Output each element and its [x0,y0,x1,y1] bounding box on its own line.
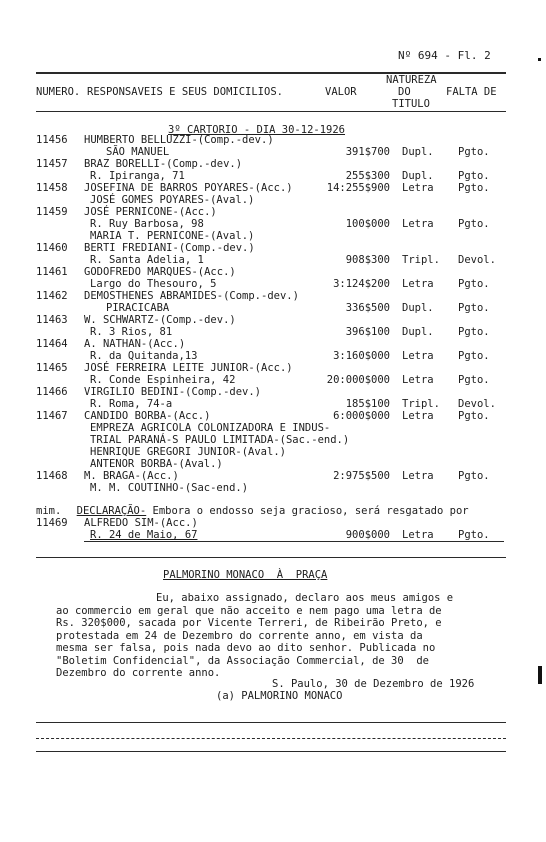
entry-valor: 6:000$000 [333,410,390,422]
entry-falta: Pgto. [458,374,490,386]
entry-falta: Pgto. [458,278,490,290]
entry-falta: Devol. [458,254,496,266]
notice-place-date: S. Paulo, 30 de Dezembro de 1926 [272,678,475,690]
entry-natureza: Letra [402,470,434,482]
entry-responsavel: JOSÉ FERREIRA LEITE JUNIOR-(Acc.) [84,362,293,374]
entry-responsavel: Largo do Thesouro, 5 [90,278,217,290]
column-header-natureza-3: TITULO [392,98,430,110]
entry-falta: Pgto. [458,218,490,230]
entry-number: 11464 [36,338,68,350]
entry-falta: Pgto. [458,146,490,158]
notice-line: Rs. 320$000, sacada por Vicente Terreri, de Ribeirão Preto, e [56,617,442,629]
entry-natureza: Tripl. [402,254,440,266]
entry-natureza: Letra [402,182,434,194]
entry-responsavel: MARIA T. PERNICONE-(Aval.) [90,230,255,242]
entry-valor: 336$500 [345,302,390,314]
entry-responsavel: R. Conde Espinheira, 42 [90,374,236,386]
entry-responsavel: PIRACICABA [106,302,170,314]
notice-line: mesma ser falsa, pois nada devo ao dito senhor. Publicada no [56,642,436,654]
entry-valor: 2:975$500 [333,470,390,482]
entry-falta: Pgto. [458,350,490,362]
entry-falta: Pgto. [458,410,490,422]
notice-line: ao commercio em geral que não acceito e nem pago uma letra de [56,604,442,617]
entry-responsavel: JOSÉ PERNICONE-(Acc.) [84,206,217,218]
entry-valor: 908$300 [345,254,390,266]
entry-natureza: Letra [402,410,434,422]
entry-number: 11457 [36,158,68,170]
entry-valor: 900$000 [345,529,390,541]
notice-line: Dezembro do corrente anno. [56,667,221,679]
section-title: 3º CARTORIO - DIA 30-12-1926 [168,124,346,136]
entry-natureza: Tripl. [402,398,440,410]
page-number: Nº 694 - Fl. 2 [398,49,491,62]
entry-natureza: Letra [402,350,434,362]
entry-natureza: Dupl. [402,146,434,158]
entry-responsavel: R. 24 de Maio, 67 [90,529,198,541]
entry-valor: 100$000 [345,218,390,230]
entry-responsavel: BERTI FREDIANI-(Comp.-dev.) [84,242,255,254]
entry-falta: Devol. [458,398,496,410]
entry-responsavel: TRIAL PARANÁ-S PAULO LIMITADA-(Sac.-end.) [90,434,350,446]
footer-rule-2 [36,738,506,739]
column-header-numero: NUMERO. [36,86,81,98]
entry-responsavel: HENRIQUE GREGORI JUNIOR-(Aval.) [90,446,286,458]
entry-responsavel: R. 3 Rios, 81 [90,326,173,338]
column-header-responsaveis: RESPONSAVEIS E SEUS DOMICILIOS. [87,86,283,98]
entry-valor: 396$100 [345,326,390,338]
column-header-natureza-2: DO [398,86,411,98]
entry-valor: 255$300 [345,170,390,182]
entry-falta: Pgto. [458,170,490,182]
column-header-valor: VALOR [325,86,357,98]
entry-responsavel: GODOFREDO MARQUES-(Acc.) [84,266,236,278]
column-header-falta: FALTA DE [446,86,497,98]
entry-responsavel: M. BRAGA-(Acc.) [84,470,179,482]
entry-number: 11459 [36,206,68,218]
footer-rule-1 [36,722,506,723]
entry-responsavel: R. Roma, 74-a [90,398,173,410]
entry-responsavel: DEMOSTHENES ABRAMIDES-(Comp.-dev.) [84,290,299,302]
entry-responsavel: M. M. COUTINHO-(Sac-end.) [90,482,249,494]
entry-number: 11456 [36,134,68,146]
entry-falta: Pgto. [458,470,490,482]
declaracao-text: Embora o endosso seja gracioso, será resgatado por [146,505,469,517]
entry-natureza: Letra [402,374,434,386]
entry-responsavel: A. NATHAN-(Acc.) [84,338,186,350]
entry-number: 11467 [36,410,68,422]
notice-top-rule [36,557,506,558]
entry-number: 11461 [36,266,68,278]
entry-responsavel: R. Santa Adelia, 1 [90,254,204,266]
entry-number: 11463 [36,314,68,326]
declaracao-cont: mim. [36,505,62,517]
entry-responsavel: R. Ipiranga, 71 [90,170,185,182]
entry-number: 11465 [36,362,68,374]
notice-title: PALMORINO MONACO À PRAÇA [163,569,328,581]
entry-falta: Pgto. [458,302,490,314]
entry-responsavel: HUMBERTO BELLUZZI-(Comp.-dev.) [84,134,274,146]
entry-responsavel: VIRGILIO BEDINI-(Comp.-dev.) [84,386,262,398]
notice-signature: (a) PALMORINO MONACO [216,690,343,702]
entry-number: 11458 [36,182,68,194]
entry-responsavel: EMPREZA AGRICOLA COLONIZADORA E INDUS- [90,422,331,434]
footer-rule-3 [36,751,506,752]
notice-line: protestada em 24 de Dezembro do corrente anno, em vista da [56,629,423,642]
entry-responsavel: SÃO MANUEL [106,146,170,158]
entry-valor: 20:000$000 [326,374,390,386]
entry-responsavel: R. Ruy Barbosa, 98 [90,218,204,230]
declaracao-line [64,493,469,517]
header-bottom-rule [36,111,506,112]
entry-natureza: Dupl. [402,302,434,314]
notice-line: Eu, abaixo assignado, declaro aos meus amigos e [156,592,454,604]
entry-natureza: Dupl. [402,170,434,182]
entry-falta: Pgto. [458,529,490,541]
entry-responsavel: ANTENOR BORBA-(Aval.) [90,458,223,470]
entry-natureza: Letra [402,278,434,290]
margin-mark [538,58,541,61]
column-header-natureza-1: NATUREZA [386,74,437,86]
declaracao-label: DECLARAÇÃO- [76,505,147,517]
last-entry-rule [84,541,504,542]
entry-valor: 391$700 [345,146,390,158]
entry-falta: Pgto. [458,182,490,194]
entry-natureza: Letra [402,529,434,541]
entry-number: 11469 [36,517,68,529]
entry-responsavel: R. da Quitanda,13 [90,350,198,362]
notice-line: "Boletim Confidencial", da Associação Commercial, de 30 de [56,654,429,667]
entry-number: 11468 [36,470,68,482]
entry-responsavel: W. SCHWARTZ-(Comp.-dev.) [84,314,236,326]
entry-valor: 185$100 [345,398,390,410]
entry-number: 11466 [36,386,68,398]
entry-natureza: Letra [402,218,434,230]
entry-valor: 3:124$200 [333,278,390,290]
entry-responsavel: BRAZ BORELLI-(Comp.-dev.) [84,158,243,170]
entry-number: 11462 [36,290,68,302]
entry-responsavel: CANDIDO BORBA-(Acc.) [84,410,211,422]
entry-responsavel: JOSÉ GOMES POYARES-(Aval.) [90,194,255,206]
entry-valor: 14:255$900 [326,182,390,194]
entry-natureza: Dupl. [402,326,434,338]
entry-number: 11460 [36,242,68,254]
entry-responsavel: ALFREDO SIM-(Acc.) [84,517,198,529]
entry-valor: 3:160$000 [333,350,390,362]
margin-mark-right [538,666,542,684]
entry-falta: Pgto. [458,326,490,338]
entry-responsavel: JOSEFINA DE BARROS POYARES-(Acc.) [84,182,293,194]
